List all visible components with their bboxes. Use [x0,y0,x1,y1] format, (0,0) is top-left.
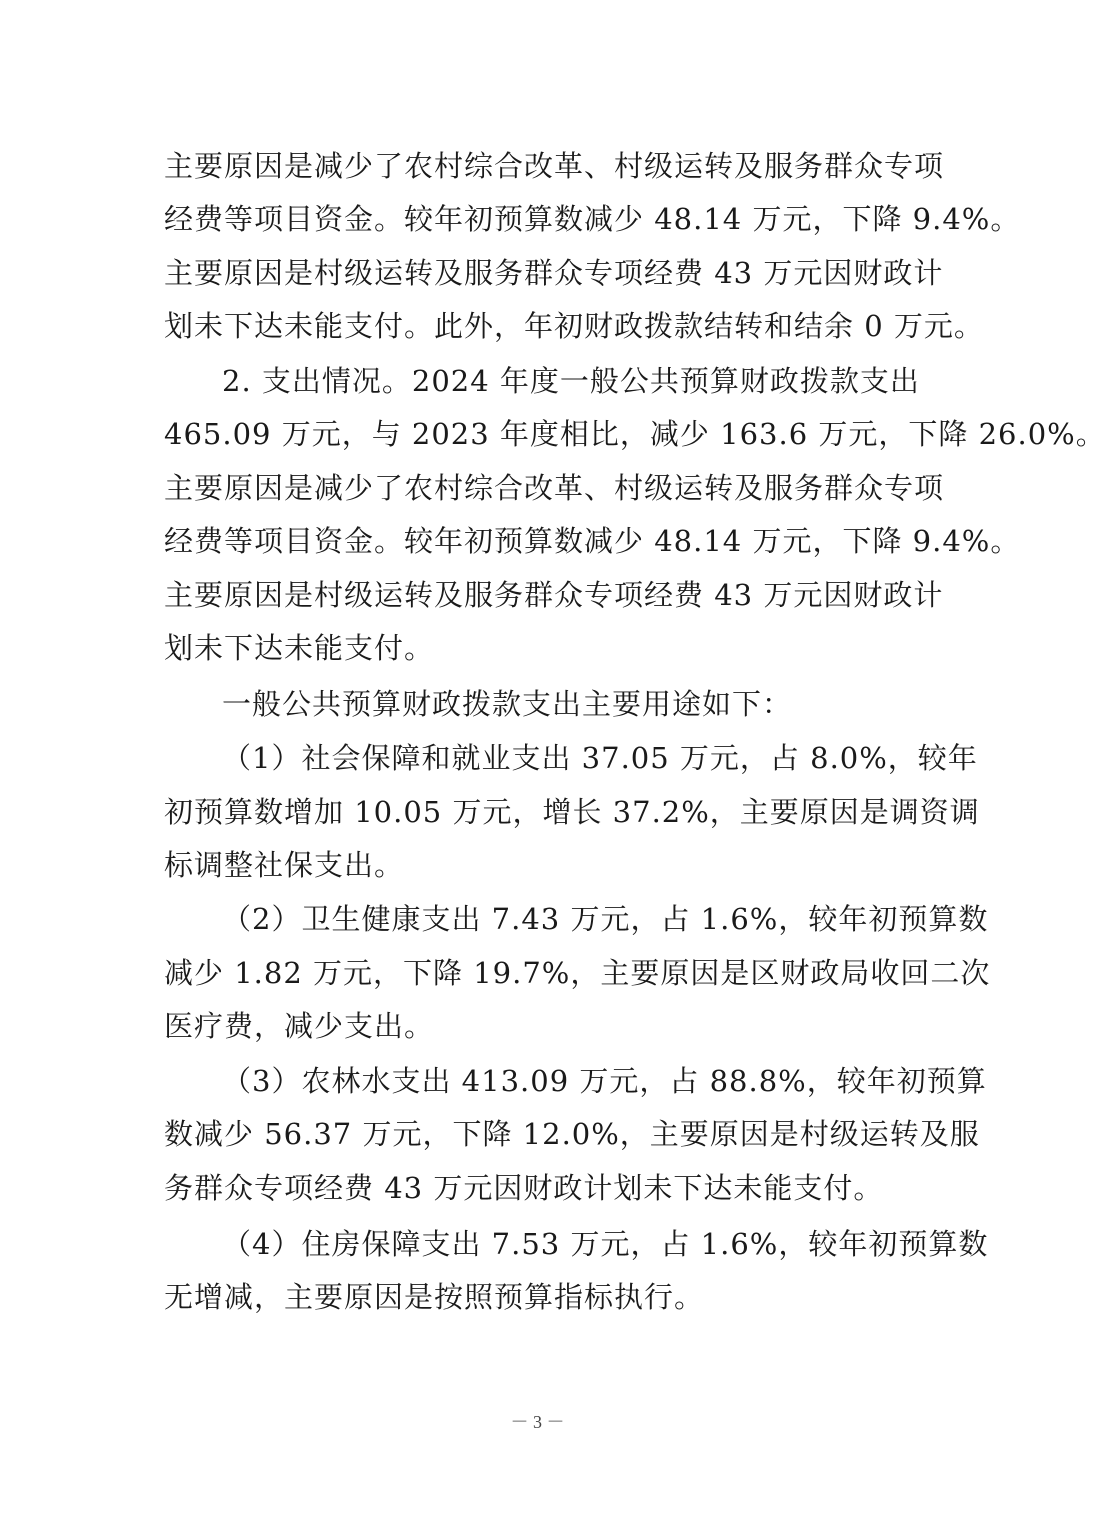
text-line: 划未下达未能支付。 [164,631,435,665]
text-line: 经费等项目资金。较年初预算数减少 48.14 万元，下降 9.4%。 [164,524,1021,558]
text-line: 主要原因是减少了农村综合改革、村级运转及服务群众专项 [164,471,945,505]
list-item-line: （2）卫生健康支出 7.43 万元，占 1.6%，较年初预算数 [222,902,989,936]
text-line: 数减少 56.37 万元，下降 12.0%，主要原因是村级运转及服 [164,1117,980,1151]
text-line: 经费等项目资金。较年初预算数减少 48.14 万元，下降 9.4%。 [164,202,1021,236]
page-number: － 3 － [510,1412,565,1432]
list-item-line: （3）农林水支出 413.09 万元，占 88.8%，较年初预算 [222,1064,987,1098]
text-line: 标调整社保支出。 [164,848,405,882]
text-line: 465.09 万元，与 2023 年度相比，减少 163.6 万元，下降 26.0%。 [164,417,1106,451]
list-item-line: （1）社会保障和就业支出 37.05 万元，占 8.0%，较年 [222,741,978,775]
text-line: 务群众专项经费 43 万元因财政计划未下达未能支付。 [164,1171,884,1205]
text-line: 无增减，主要原因是按照预算指标执行。 [164,1280,705,1314]
text-line: 医疗费，减少支出。 [164,1009,435,1043]
text-line: 减少 1.82 万元，下降 19.7%，主要原因是区财政局收回二次 [164,956,991,990]
text-line: 划未下达未能支付。此外，年初财政拨款结转和结余 0 万元。 [164,309,984,343]
text-line: 一般公共预算财政拨款支出主要用途如下： [222,687,793,721]
text-line: 初预算数增加 10.05 万元，增长 37.2%，主要原因是调资调 [164,795,980,829]
text-line: 主要原因是减少了农村综合改革、村级运转及服务群众专项 [164,149,945,183]
text-line: 主要原因是村级运转及服务群众专项经费 43 万元因财政计 [164,578,944,612]
list-item-line: （4）住房保障支出 7.53 万元，占 1.6%，较年初预算数 [222,1227,989,1261]
text-line: 主要原因是村级运转及服务群众专项经费 43 万元因财政计 [164,256,944,290]
section-heading-line: 2. 支出情况。2024 年度一般公共预算财政拨款支出 [222,364,920,398]
